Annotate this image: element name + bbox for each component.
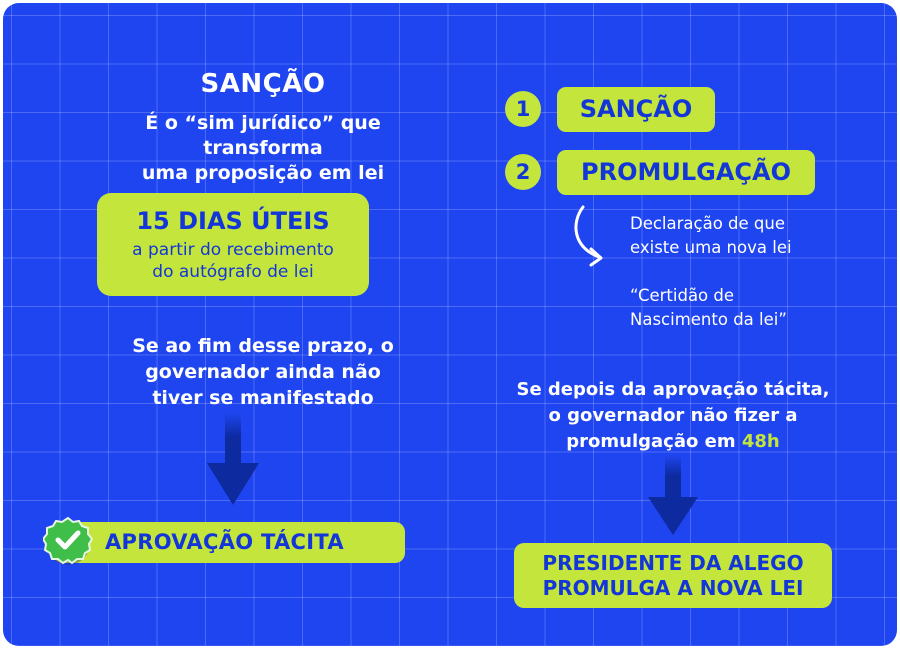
president-promulgates-label <box>514 551 832 601</box>
sancao-desc-line: uma proposição em lei <box>141 162 385 184</box>
sancao-desc-line: É o “sim jurídico” que transforma <box>145 112 381 159</box>
right-condition-line <box>483 429 863 455</box>
president-promulgates-box <box>514 543 832 608</box>
right-condition-line: Se depois da aprovação tácita, <box>516 379 830 400</box>
tacit-approval-label: APROVAÇÃO TÁCITA <box>105 530 344 554</box>
step-number-1: 1 <box>505 91 541 127</box>
deadline-sub-line: do autógrafo de lei <box>152 262 314 282</box>
promulgation-definition <box>630 212 870 260</box>
deadline-title: 15 DIAS ÚTEIS <box>136 207 330 235</box>
promulgation-metaphor <box>630 284 870 332</box>
definition-line: existe uma nova lei <box>630 238 792 257</box>
infographic-card <box>3 3 897 646</box>
metaphor-line: Nascimento da lei” <box>630 310 787 329</box>
check-badge-icon <box>43 516 93 566</box>
down-arrow-icon <box>643 455 703 539</box>
left-condition-line: Se ao fim desse prazo, o <box>132 335 394 357</box>
step-promulgacao-label: PROMULGAÇÃO <box>557 150 815 195</box>
tacit-approval-box <box>53 522 405 563</box>
metaphor-line: “Certidão de <box>630 286 735 305</box>
deadline-highlight: 48h <box>741 431 780 452</box>
deadline-box <box>97 193 369 296</box>
down-arrow-icon <box>201 413 265 509</box>
definition-line: Declaração de que <box>630 214 785 233</box>
president-line: PROMULGA A NOVA LEI <box>542 576 804 600</box>
deadline-subtitle <box>97 239 369 283</box>
sancao-title: SANÇÃO <box>200 69 326 99</box>
left-condition-line: tiver se manifestado <box>152 387 374 409</box>
curved-arrow-icon <box>569 203 621 273</box>
step-number-2: 2 <box>505 154 541 190</box>
right-condition-line: o governador não fizer a <box>548 405 798 426</box>
left-condition-text <box>73 333 453 411</box>
president-line: PRESIDENTE DA ALEGO <box>542 551 804 575</box>
left-condition-line: governador ainda não <box>145 361 381 383</box>
sancao-description <box>83 111 443 186</box>
step-sancao-label: SANÇÃO <box>557 87 715 132</box>
right-condition-prefix: promulgação em <box>566 431 742 452</box>
deadline-sub-line: a partir do recebimento <box>132 240 334 260</box>
right-condition-text <box>483 377 863 455</box>
